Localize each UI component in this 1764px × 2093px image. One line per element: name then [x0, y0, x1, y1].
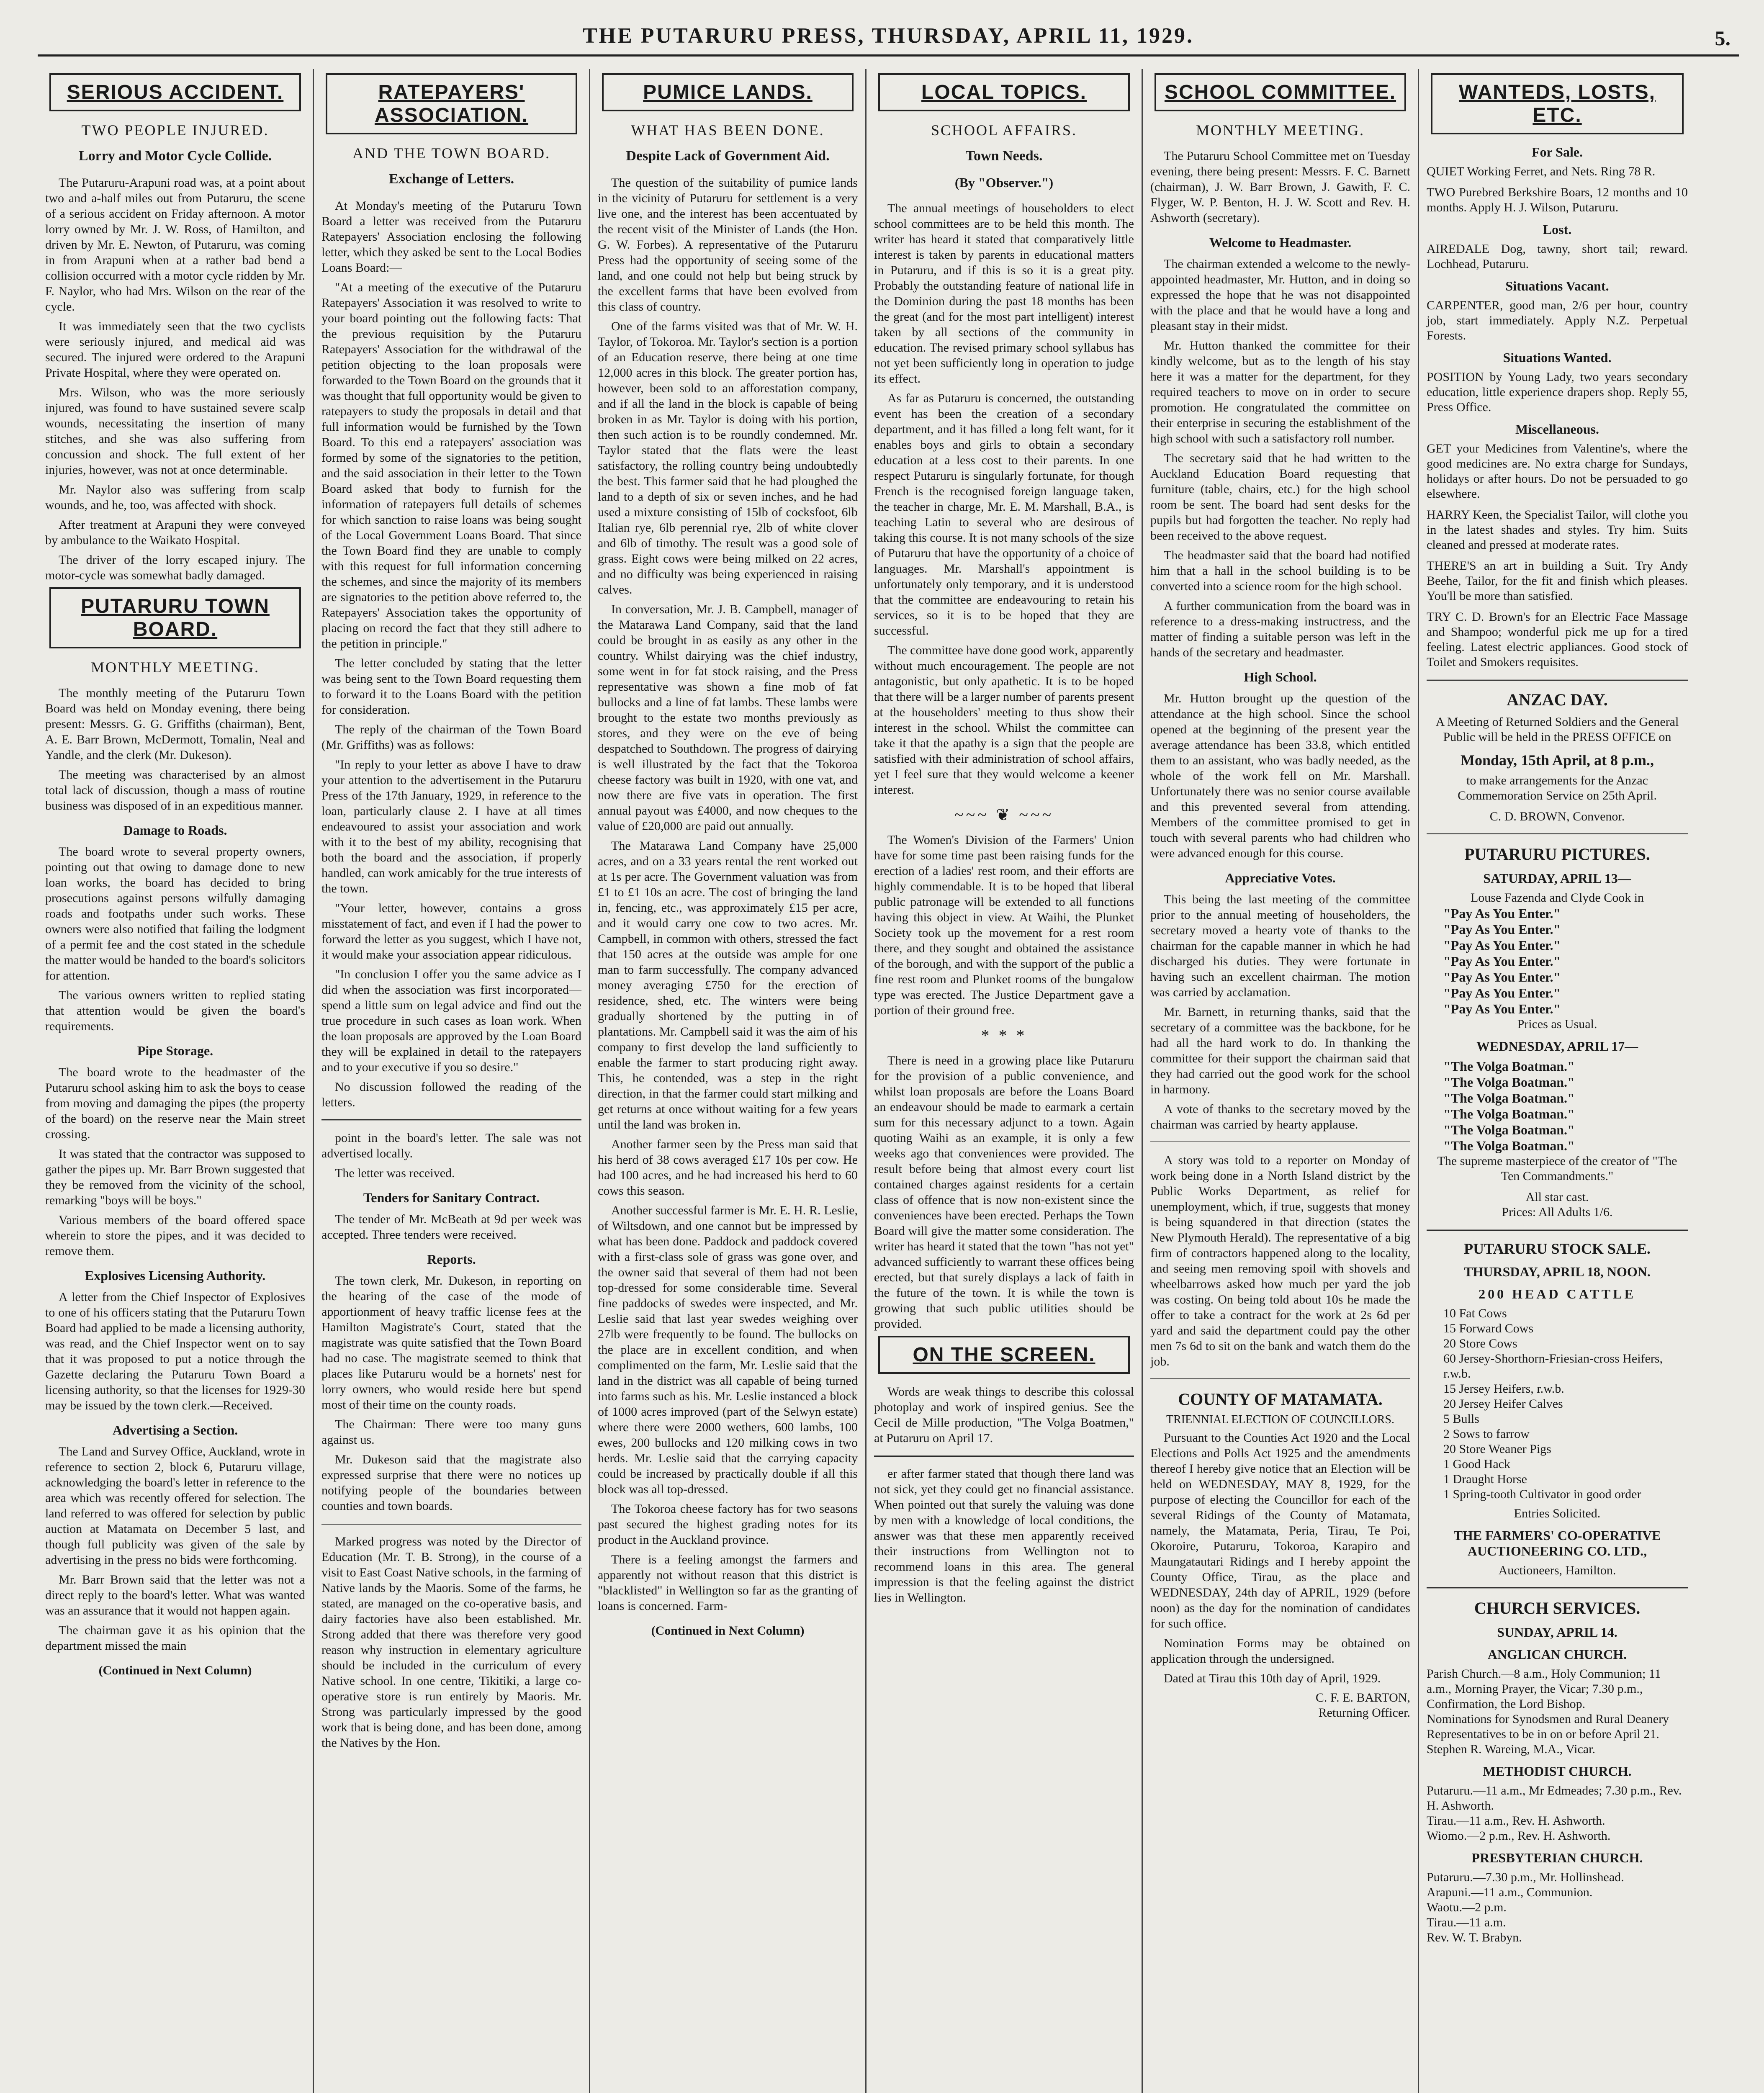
ad-list: [1427, 441, 1688, 670]
paragraph: Words are weak things to describe this colossal photoplay and work of inspired genius. See the Cecil de Mille production, "The Volga Boatmen," at Putaruru on April 17.: [874, 1385, 1134, 1445]
deck: Town Needs.: [965, 148, 1043, 164]
paragraph: "In reply to your letter as above I have to draw your attention to the advertisement in the Putaruru Press of the 17th January, 1929, in reference to the loan, particularly clause 2. I have at all times endeavoured to assist your association and work with it to the best of my ability, recognising that both the board and the association, if properly handled, can work amicably for the true interests of the town.: [321, 758, 581, 895]
article-body: [45, 175, 305, 583]
article-body: [45, 685, 305, 813]
ad-list: [1427, 370, 1688, 415]
list-item: 2 Sows to farrow: [1443, 1427, 1530, 1441]
article-body: [45, 1064, 305, 1259]
paragraph: A vote of thanks to the secretary moved by the chairman was carried by hearty applause.: [1150, 1102, 1410, 1131]
article-body: [1150, 691, 1410, 861]
paragraph: The chairman gave it as his opinion that the department missed the main: [45, 1623, 305, 1653]
headline-school-committee: SCHOOL COMMITTEE.: [1155, 73, 1406, 111]
stock-sale-date: THURSDAY, APRIL 18, NOON.: [1464, 1264, 1651, 1279]
list-item: 1 Good Hack: [1443, 1457, 1510, 1471]
pictures-note: The supreme masterpiece of the creator of "The Ten Commandments.": [1437, 1154, 1677, 1183]
pictures-date-1: SATURDAY, APRIL 13—: [1483, 871, 1631, 886]
film-title: "Pay As You Enter.": [1443, 906, 1561, 921]
crosshead: Welcome to Headmaster.: [1209, 235, 1352, 250]
list-item: Rev. W. T. Brabyn.: [1427, 1931, 1522, 1944]
paragraph: The tender of Mr. McBeath at 9d per week was accepted. Three tenders were received.: [321, 1212, 581, 1242]
paragraph: The board wrote to several property owners, pointing out that owing to damage done to new loan works, the board has decided to bring prosecutions against persons wilfully damaging roads and footpaths under such works. These owners were also notified that failing the lodgment of a permit fee and the cost stated in the schedule the matter would be handed to the board's solicitors for attention.: [45, 845, 305, 982]
presbyterian-heading: PRESBYTERIAN CHURCH.: [1471, 1850, 1643, 1865]
divider: [1427, 1587, 1688, 1589]
classified-ad: AIREDALE Dog, tawny, short tail; reward. Lochhead, Putaruru.: [1427, 242, 1688, 271]
headline-county: COUNTY OF MATAMATA.: [1178, 1390, 1383, 1409]
film-title: "Pay As You Enter.": [1443, 969, 1561, 985]
list-item: 20 Store Cows: [1443, 1337, 1517, 1350]
headline-ratepayers: RATEPAYERS' ASSOCIATION.: [326, 73, 577, 134]
film-title: "The Volga Boatman.": [1443, 1090, 1575, 1106]
ad-list: [1427, 298, 1688, 343]
paragraph: The Matarawa Land Company have 25,000 acres, and on a 33 years rental the rent worked out at 1s per acre. The Government valuation was from £1 to £1 10s an acre. The cost of bringing the land in, fencing, etc., was approximately £15 per acre, and it would carry one cow to two acres. Mr. Campbell, in common with others, stressed the fact that 150 acres at the outside was ample for one man to farm successfully. The company advanced money averaging £750 for the erection of residence, shed, etc. The winters were being gradually shortened by the putting in of plantations. Mr. Campbell said it was the aim of his company to first develop the land sufficiently to enable the farmer to start producing right away. This, he contended, was a step in the right direction, in that the farmer could start milking and get returns at once without waiting for a few years until the land was broken in.: [598, 839, 858, 1131]
divider: [1427, 1229, 1688, 1231]
masthead-title: THE PUTARURU PRESS, THURSDAY, APRIL 11, 1929.: [582, 23, 1194, 48]
list-item: 15 Jersey Heifers, r.w.b.: [1443, 1382, 1564, 1396]
list-item: Arapuni.—11 a.m., Communion.: [1427, 1885, 1593, 1899]
subhead: MONTHLY MEETING.: [1196, 122, 1365, 139]
list-item: Putaruru.—11 a.m., Mr Edmeades; 7.30 p.m., Rev. H. Ashworth.: [1427, 1784, 1682, 1813]
classified-ad: HARRY Keen, the Specialist Tailor, will clothe you in the latest shades and styles. Try him. Suits cleaned and pressed at moderate rates.: [1427, 508, 1688, 552]
signature: C. F. E. BARTON,: [1315, 1691, 1410, 1705]
pictures-prices-2: Prices: All Adults 1/6.: [1502, 1205, 1613, 1219]
paragraph: The headmaster said that the board had notified him that a hall in the school building is to be converted into a science room for the high school.: [1150, 548, 1410, 593]
byline: (By "Observer."): [954, 175, 1054, 190]
divider: [1150, 1378, 1410, 1380]
paragraph: In conversation, Mr. J. B. Campbell, manager of the Matarawa Land Company, said that the land could be brought in as easily as any other in the country. Whilst dairying was the chief industry, some went in for fat stock raising, and the Press representative was shown a fine mob of fat bullocks and a line of fat lambs. These lambs were brought to the estate two months previously as stores, and they were on the eve of being despatched to Southdown. The progress of dairying is well illustrated by the fact that the Tokoroa cheese factory was built in 1920, with one vat, and now there are five vats in operation. The first annual payout was £4000, and now cheques to the value of £20,000 are paid out annually.: [598, 602, 858, 833]
film-list: [1427, 1058, 1688, 1154]
list-item: 60 Jersey-Shorthorn-Friesian-cross Heifers, r.w.b.: [1443, 1352, 1663, 1381]
film-title: "Pay As You Enter.": [1443, 922, 1561, 937]
paragraph: Dated at Tirau this 10th day of April, 1929.: [1164, 1671, 1381, 1685]
paragraph: The reply of the chairman of the Town Board (Mr. Griffiths) was as follows:: [321, 723, 581, 752]
paragraph: The chairman extended a welcome to the newly-appointed headmaster, Mr. Hutton, and in doing so expressed the hope that he was not disappointed with the place and that he would have a long and pleasant stay in their midst.: [1150, 257, 1410, 333]
anzac-text-2: to make arrangements for the Anzac Commemoration Service on 25th April.: [1458, 774, 1657, 802]
anglican-heading: ANGLICAN CHURCH.: [1487, 1647, 1627, 1662]
paragraph: Mr. Hutton thanked the committee for their kindly welcome, but as to the length of his stay here it was a matter for the department, for they required teachers to move on in order to secure promotion. He congratulated the committee on their enterprise in securing the establishment of the high school with such a satisfactory roll number.: [1150, 339, 1410, 445]
section-vacant: Situations Vacant.: [1505, 278, 1609, 293]
pictures-prices: Prices as Usual.: [1517, 1017, 1597, 1031]
subhead: SCHOOL AFFAIRS.: [931, 122, 1077, 139]
crosshead: High School.: [1244, 669, 1317, 684]
stock-sale-title: 200 HEAD CATTLE: [1479, 1286, 1636, 1301]
paragraph: Pursuant to the Counties Act 1920 and the Local Elections and Polls Act 1925 and the amendments thereof I hereby give notice that an Election will be held on WEDNESDAY, MAY 8, 1929, for the purpose of electing the Councillor for each of the several Ridings of the County of Matamata, namely, the Matamata, Peria, Tirau, Te Poi, Okoroire, Putaruru, Tokoroa, Karapiro and Maungatautari Ridings and I hereby appoint the County Office, Tirau, as the place and WEDNESDAY, 24th day of APRIL, 1929 (before noon) as the day for the nomination of candidates for such office.: [1150, 1431, 1410, 1630]
list-item: 20 Store Weaner Pigs: [1443, 1442, 1551, 1456]
film-title: "Pay As You Enter.": [1443, 954, 1561, 969]
column-2: [314, 69, 590, 2093]
notice-body: [1150, 1430, 1410, 1686]
columns: [38, 69, 1739, 2093]
paragraph: The Putaruru-Arapuni road was, at a point about two and a-half miles out from Putaruru, the scene of a serious accident on Friday afternoon. A motor lorry owned by Mr. J. W. Ross, of Hamilton, and driven by Mr. E. Newton, of Putaruru, was coming in from Arapuni when at a rather bad bend a collision occurred with a motor cycle ridden by Mr. F. Naylor, who had Mrs. Wilson on the rear of the cycle.: [45, 176, 305, 314]
article-body: [321, 1273, 581, 1514]
paragraph: After treatment at Arapuni they were conveyed by ambulance to the Waikato Hospital.: [45, 518, 305, 547]
subhead: MONTHLY MEETING.: [90, 659, 260, 676]
list-item: 5 Bulls: [1443, 1412, 1479, 1426]
list-item: 15 Forward Cows: [1443, 1322, 1533, 1335]
ad-list: [1427, 242, 1688, 272]
film-title: "Pay As You Enter.": [1443, 938, 1561, 953]
film-title: "The Volga Boatman.": [1443, 1059, 1575, 1074]
paragraph: Another farmer seen by the Press man said that his herd of 38 cows averaged £17 10s per cow. He had 100 acres, and he had increased his herd to 60 cows this season.: [598, 1137, 858, 1198]
crosshead: Explosives Licensing Authority.: [85, 1268, 266, 1283]
crosshead: Damage to Roads.: [123, 823, 227, 838]
list-item: 1 Spring-tooth Cultivator in good order: [1443, 1487, 1641, 1501]
paragraph: One of the farms visited was that of Mr. W. H. Taylor, of Tokoroa. Mr. Taylor's section is a portion of an Education reserve, there being at one time 12,000 acres in this block. The greater portion has, however, been sold to an afforestation company, and if all the land in the block is capable of being broken in as Mr. Taylor is doing with his portion, then such action is to be roundly condemned. Mr. Taylor stated that the flats were the least satisfactory, the rolling country being undoubtedly the best. This farmer said that he had ploughed the land to a depth of six or seven inches, and he had used a mixture consisting of 15lb of cocksfoot, 6lb Italian rye, 6lb perennial rye, 2lb of white clover and 6lb of timothy. The result was a good sole of grass. Eight cows were being milked on 22 acres, and no difficulty was being experienced in raising calves.: [598, 319, 858, 597]
paragraph: There is a feeling amongst the farmers and apparently not without reason that this district is "blacklisted" in Wellington so far as the granting of loans is concerned. Farm-: [598, 1553, 858, 1613]
paragraph: Mr. Barnett, in returning thanks, said that the secretary of a committee was the backbone, for he had all the hard work to do. In thanking the committee for their support the chairman said that they had carried out the good work for the school in harmony.: [1150, 1005, 1410, 1096]
article-body: [45, 844, 305, 1034]
paragraph: er after farmer stated that though there land was not sick, yet they could get no financial assistance. When pointed out that surely the valuing was done by men with a knowledge of local conditions, the answer was that these men apparently received their instructions from Wellington not to recommend loans in this area. The general impression is that the feeling against the district lies in Wellington.: [874, 1467, 1134, 1604]
list-item: Tirau.—11 a.m.: [1427, 1916, 1506, 1929]
paragraph: The letter concluded by stating that the letter was being sent to the Town Board requesting them to forward it to the Loans Board with the petition for consideration.: [321, 656, 581, 717]
column-5: [1143, 69, 1419, 2093]
list-item: 10 Fat Cows: [1443, 1306, 1507, 1320]
list-item: Tirau.—11 a.m., Rev. H. Ashworth.: [1427, 1814, 1605, 1828]
pictures-date-2: WEDNESDAY, APRIL 17—: [1476, 1039, 1638, 1054]
film-title: "Pay As You Enter.": [1443, 1001, 1561, 1016]
paragraph: The Tokoroa cheese factory has for two seasons past secured the highest grading notes for its product in the Auckland province.: [598, 1502, 858, 1547]
headline-wanteds: WANTEDS, LOSTS, ETC.: [1431, 73, 1684, 134]
pictures-cast: All star cast.: [1525, 1190, 1589, 1204]
ornament-divider: * * *: [981, 1026, 1027, 1045]
presbyterian-list: [1427, 1870, 1688, 1945]
paragraph: A further communication from the board was in reference to a dress-making instructress, and the matter of finding a suitable person was left in the hands of the secretary and headmaster.: [1150, 599, 1410, 659]
paragraph: Various members of the board offered space wherein to store the pipes, and it was decided to remove them.: [45, 1213, 305, 1258]
ornament-divider: ~~~ ❦ ~~~: [954, 805, 1054, 824]
paragraph: The meeting was characterised by an almost total lack of discussion, though a mass of routine business was disposed of in an expeditious manner.: [45, 768, 305, 813]
crosshead: Advertising a Section.: [112, 1422, 238, 1437]
film-title: "The Volga Boatman.": [1443, 1075, 1575, 1090]
classified-ad: QUIET Working Ferret, and Nets. Ring 78 R.: [1427, 165, 1656, 178]
classified-ad: GET your Medicines from Valentine's, where the good medicines are. No extra charge for Sundays, holidays or after hours. Do not be persuaded to go elsewhere.: [1427, 442, 1688, 501]
crosshead: Appreciative Votes.: [1225, 870, 1336, 885]
article-body: [1150, 148, 1410, 226]
article-body: [321, 1211, 581, 1242]
divider: [321, 1523, 581, 1525]
paragraph: The board wrote to the headmaster of the Putaruru school asking him to ask the boys to cease from moving and damaging the pipes (the property of the board) on the reserve near the Main street crossing.: [45, 1065, 305, 1141]
page-number: 5.: [1715, 26, 1731, 50]
paragraph: No discussion followed the reading of the letters.: [321, 1080, 581, 1109]
anzac-heading: ANZAC DAY.: [1507, 690, 1608, 709]
article-body: [45, 1289, 305, 1413]
paragraph: Another successful farmer is Mr. E. H. R. Leslie, of Wiltsdown, and one cannot but be impressed by what has been done. Paddock and paddock covered with a first-class sole of grass was gone over, and the owner said that several of them had not been top-dressed for some considerable time. Several fine paddocks of swedes were inspected, and Mr. Leslie said that last year swedes weighing over 27lb were frequently to be found. The bullocks on the place are in excellent condition, and when complimented on the farm, Mr. Leslie said that the land in the district was all capable of being turned into farms such as his. Mr. Leslie instanced a block of 1000 acres improved (part of the Selwyn estate) where there were 2000 wethers, 600 lambs, 100 ewes, 200 bullocks and 120 milking cows in two herds. Mr. Leslie said that the carrying capacity could be increased by practically double if all this block was all top-dressed.: [598, 1203, 858, 1496]
section-for-sale: For Sale.: [1531, 144, 1583, 159]
article-body: [1150, 256, 1410, 660]
divider: [874, 1455, 1134, 1457]
paragraph: The letter was received.: [335, 1166, 455, 1180]
column-1: [38, 69, 314, 2093]
paragraph: It was stated that the contractor was supposed to gather the pipes up. Mr. Barr Brown suggested that they be removed from the vicinity of the school, remarking "boys will be boys.": [45, 1147, 305, 1207]
column-3: [590, 69, 867, 2093]
headline-local-topics: LOCAL TOPICS.: [878, 73, 1130, 111]
paragraph: "In conclusion I offer you the same advice as I did when the association was first incorporated—spend a little sum on legal advice and find out the true procedure in such cases as loan work. When the loan proposals are approved by the Loan Board they will be explained in detail to the ratepayers and to your executive if you so desire.": [321, 967, 581, 1074]
paragraph: The town clerk, Mr. Dukeson, in reporting on the hearing of the case of the mode of apportionment of heavy traffic license fees at the Hamilton Magistrate's Court, stated that the magistrate was quite satisfied that the Town Board had no case. The magistrate seemed to think that places like Putaruru would be a hornets' nest for lorry owners, who would reside here but spend most of their time on the county roads.: [321, 1274, 581, 1412]
paragraph: The question of the suitability of pumice lands in the vicinity of Putaruru for settlement is a very live one, and the interest has been accentuated by the recent visit of the Minister of Lands (the Hon. G. W. Forbes). A representative of the Putaruru Press had the opportunity of seeing some of the land, and one could not help but being struck by the excellent farms that have been evolved from this class of country.: [598, 176, 858, 314]
film-title: "The Volga Boatman.": [1443, 1122, 1575, 1137]
anzac-date: Monday, 15th April, at 8 p.m.,: [1460, 752, 1654, 769]
paragraph: Mr. Hutton brought up the question of the attendance at the high school. Since the school opened at the beginning of the present year the average attendance has been 33.8, which entitled them to an assistant, who was badly needed, as the whole of the work fell on Mr. Marshall. Unfortunately there was no senior course available and this prevented several from attending. Members of the committee promised to get in touch with several parents who had children who were advanced enough for this course.: [1150, 692, 1410, 860]
classified-ad: TRY C. D. Brown's for an Electric Face Massage and Shampoo; wonderful pick me up for a tired feeling. Latest electric appliances. Good stock of Toilet and Smokers requisites.: [1427, 610, 1688, 669]
classified-ad: THERE'S an art in building a Suit. Try Andy Beehe, Tailor, for the fit and finish which pleases. You'll be more than satisfied.: [1427, 559, 1688, 603]
paragraph: The annual meetings of householders to elect school committees are to be held this month. The writer has heard it stated that comparatively little interest is taken by parents in educational matters in Putaruru, and if this is so it is a great pity. Probably the outstanding feature of national life in the Dominion during the past 18 months has been the great (and for the most part intelligent) interest taken by all sections of the community in education. The revised primary school syllabus has not yet been sufficiently long in operation to judge its effect.: [874, 201, 1134, 386]
section-misc: Miscellaneous.: [1515, 422, 1599, 437]
anglican-list: [1427, 1666, 1688, 1757]
stock-entries: Entries Solicited.: [1514, 1507, 1601, 1520]
deck: Despite Lack of Government Aid.: [626, 148, 830, 164]
article-body: [874, 201, 1134, 797]
masthead: [38, 17, 1739, 57]
paragraph: There is need in a growing place like Putaruru for the provision of a public convenience, and whilst loan proposals are before the Loans Board an endeavour should be made to earmark a certain sum for this necessary adjunct to a town. Again quoting Waihi as an example, it is only a few weeks ago that conveniences were provided. The result before being that almost every court list contained charges against residents for a certain class of offence that is now non-existent since the conveniences have been erected. Perhaps the Town Board will give the matter some consideration. The writer has heard it stated that the town "has not yet" advanced sufficiently to warrant these offices being erected, but that surely displays a lack of faith in the future of the town. It is while the town is growing that such public utilities should be provided.: [874, 1054, 1134, 1331]
article-body: [598, 175, 858, 1614]
article-body: [874, 1466, 1134, 1605]
continued-note: (Continued in Next Column): [651, 1624, 805, 1638]
paragraph: It was immediately seen that the two cyclists were seriously injured, and medical aid was secured. The injured were ordered to the Arapuni Private Hospital, where they were operated on.: [45, 319, 305, 380]
paragraph: "Your letter, however, contains a gross misstatement of fact, and even if I had the power to forward the letter as you suggest, which I have not, it would make your association appear ridiculous.: [321, 901, 581, 962]
paragraph: Mr. Barr Brown said that the letter was not a direct reply to the board's letter. What was wanted was an assurance that it would not happen again.: [45, 1573, 305, 1617]
article-body: [1150, 1152, 1410, 1369]
divider: [321, 1119, 581, 1121]
paragraph: At Monday's meeting of the Putaruru Town Board a letter was received from the Putaruru Ratepayers' Association enclosing the following letter, which they asked be sent to the Local Bodies Loans Board:—: [321, 199, 581, 275]
paragraph: Mr. Naylor also was suffering from scalp wounds, and he, too, was affected with shock.: [45, 483, 305, 512]
classified-ad: TWO Purebred Berkshire Boars, 12 months and 10 months. Apply H. J. Wilson, Putaruru.: [1427, 185, 1688, 214]
headline-on-the-screen: ON THE SCREEN.: [878, 1336, 1130, 1374]
section-lost: Lost.: [1543, 222, 1572, 237]
article-body: [321, 1130, 581, 1181]
paragraph: The driver of the lorry escaped injury. The motor-cycle was somewhat badly damaged.: [45, 553, 305, 582]
paragraph: This being the last meeting of the committee prior to the annual meeting of householders, the secretary moved a hearty vote of thanks to the chairman for the capable manner in which he had discharged his duties. They were fortunate in having such an excellent chairman. The motion was carried by acclamation.: [1150, 892, 1410, 999]
list-item: Stephen R. Wareing, M.A., Vicar.: [1427, 1742, 1595, 1756]
article-body: [1150, 892, 1410, 1132]
anzac-convenor: C. D. BROWN, Convenor.: [1489, 810, 1625, 823]
subhead: TRIENNIAL ELECTION OF COUNCILLORS.: [1166, 1413, 1394, 1426]
subhead: AND THE TOWN BOARD.: [352, 145, 550, 162]
list-item: Putaruru.—7.30 p.m., Mr. Hollinshead.: [1427, 1870, 1624, 1884]
pictures-heading: PUTARURU PICTURES.: [1464, 845, 1650, 864]
anzac-text: A Meeting of Returned Soldiers and the General Public will be held in the PRESS OFFICE on: [1435, 715, 1679, 744]
crosshead: Reports.: [427, 1252, 476, 1267]
column-6: [1419, 69, 1695, 2093]
headline-town-board: PUTARURU TOWN BOARD.: [49, 587, 301, 648]
signature-title: Returning Officer.: [1318, 1706, 1410, 1720]
film-title: "Pay As You Enter.": [1443, 985, 1561, 1000]
stock-firm: THE FARMERS' CO-OPERATIVE AUCTIONEERING CO. LTD.,: [1453, 1528, 1661, 1558]
paragraph: The committee have done good work, apparently without much encouragement. The people are not antagonistic, but only apathetic. It is to be hoped that there will be a larger number of parents present at the householders' meeting to thus show their interest in the school. Whilst the committee can take it that the apathy is a sign that the people are satisfied with their administration of school affairs, yet I feel sure that they would welcome a keener interest.: [874, 643, 1134, 797]
article-body: [321, 1534, 581, 1751]
list-item: Wiomo.—2 p.m., Rev. H. Ashworth.: [1427, 1829, 1611, 1843]
methodist-list: [1427, 1783, 1688, 1844]
continued-note: (Continued in Next Column): [98, 1664, 252, 1677]
classified-ad: CARPENTER, good man, 2/6 per hour, country job, start immediately. Apply N.Z. Perpetual Forests.: [1427, 298, 1688, 342]
article-body: [874, 1053, 1134, 1332]
list-item: 20 Jersey Heifer Calves: [1443, 1397, 1563, 1411]
divider: [1427, 833, 1688, 835]
paragraph: The secretary said that he had written to the Auckland Education Board requesting that furniture (table, chairs, etc.) for the high school room be sent. The board had sent desks for the pupils but had forgotten the teacher. No reply had been received to the above request.: [1150, 451, 1410, 543]
classified-ad: POSITION by Young Lady, two years secondary education, little experience drapers shop. Reply 55, Press Office.: [1427, 370, 1688, 414]
stock-sale-heading: PUTARURU STOCK SALE.: [1464, 1240, 1651, 1257]
headline-pumice-lands: PUMICE LANDS.: [602, 73, 854, 111]
paragraph: The Chairman: There were too many guns against us.: [321, 1417, 581, 1447]
film-title: "The Volga Boatman.": [1443, 1106, 1575, 1121]
column-4: [867, 69, 1143, 2093]
church-heading: CHURCH SERVICES.: [1474, 1599, 1641, 1617]
paragraph: The monthly meeting of the Putaruru Town Board was held on Monday evening, there being present: Messrs. G. G. Griffiths (chairman), Bent, A. E. Barr Brown, McDermott, Tomalin, Neal and Yandle, and the clerk (Mr. Dukeson).: [45, 686, 305, 762]
pictures-stars: Louse Fazenda and Clyde Cook in: [1470, 891, 1644, 905]
paragraph: The Land and Survey Office, Auckland, wrote in reference to section 2, block 6, Putaruru village, acknowledging the board's letter in reference to the area which was recently offered for selection. The land referred to was offered for selection by public auction at Matamata on December 5 last, and though full publicity was given of the sale by advertising in the press no bids were forthcoming.: [45, 1445, 305, 1567]
paragraph: The Women's Division of the Farmers' Union have for some time past been raising funds for the erection of a ladies' rest room, and their efforts are highly commendable. It is to be hoped that liberal public patronage will be extended to all functions having this object in view. At Waihi, the Plunket Society took up the movement for a rest room there, and they sought and obtained the assistance of the borough, and with the support of the public a fine rest room and Plunket rooms of the bungalow type was erected. The Justice Department gave a portion of their ground free.: [874, 833, 1134, 1017]
article-body: [321, 198, 581, 1110]
ad-list: [1427, 164, 1688, 215]
methodist-heading: METHODIST CHURCH.: [1483, 1764, 1632, 1779]
film-title: "The Volga Boatman.": [1443, 1138, 1575, 1153]
paragraph: Marked progress was noted by the Director of Education (Mr. T. B. Strong), in the course of a visit to East Coast Native schools, in the farming of Native lands by the Maoris. Some of the farms, he stated, are managed on the co-operative basis, and dairy factories have also been established. Mr. Strong added that there was therefore very good reason why instruction in elementary agriculture should be included in the curriculum of every Native school. In one centre, Tikitiki, a large co-operative store is run entirely by Maoris. Mr. Strong was particularly impressed by the good work that is being done, and has been done, among the Natives by the Hon.: [321, 1535, 581, 1750]
film-list: [1427, 905, 1688, 1017]
paragraph: The Putaruru School Committee met on Tuesday evening, there being present: Messrs. F. C. Barnett (chairman), J. W. Barr Brown, J. Gawith, F. C. Flyger, W. P. Benton, H. J. W. Scott and Rev. H. Ashworth (secretary).: [1150, 149, 1410, 225]
list-item: Parish Church.—8 a.m., Holy Communion; 11 a.m., Morning Prayer, the Vicar; 7.30 p.m., Confirmation, the Lord Bishop.: [1427, 1667, 1661, 1711]
crosshead: Tenders for Sanitary Contract.: [363, 1190, 540, 1205]
deck: Exchange of Letters.: [388, 171, 514, 187]
headline-serious-accident: SERIOUS ACCIDENT.: [49, 73, 301, 111]
stock-list: [1427, 1306, 1688, 1502]
paragraph: Mr. Dukeson said that the magistrate also expressed surprise that there were no notices up notifying people of the boundaries between counties and town boards.: [321, 1453, 581, 1513]
article-body: [874, 832, 1134, 1018]
list-item: Nominations for Synodsmen and Rural Deanery Representatives to be in on or before April 21.: [1427, 1712, 1669, 1741]
paragraph: Nomination Forms may be obtained on application through the undersigned.: [1150, 1636, 1410, 1666]
list-item: 1 Draught Horse: [1443, 1472, 1527, 1486]
article-body: [45, 1444, 305, 1653]
list-item: Waotu.—2 p.m.: [1427, 1900, 1507, 1914]
paragraph: point in the board's letter. The sale was not advertised locally.: [321, 1131, 581, 1160]
subhead: WHAT HAS BEEN DONE.: [631, 122, 825, 139]
stock-firm-2: Auctioneers, Hamilton.: [1498, 1563, 1616, 1577]
section-wanted: Situations Wanted.: [1503, 350, 1612, 365]
deck: Lorry and Motor Cycle Collide.: [78, 148, 272, 164]
paragraph: A story was told to a reporter on Monday of work being done in a North Island district by the Public Works Department, as relief for unemployment, which, if true, suggests that money is being squandered in that direction (states the New Plymouth Herald). The representative of a big firm of contractors happened along to the locality, and seeing men removing spoil with shovels and wheelbarrows asked how much per yard the job was costing. On being told about 10s he made the offer to take a contract for the work at 2s 6d per yard and said the department could pay the other men 7s 6d to sit on the bank and watch them do the job.: [1150, 1153, 1410, 1368]
divider: [1427, 679, 1688, 681]
paragraph: A letter from the Chief Inspector of Explosives to one of his officers stating that the Putaruru Town Board had applied to be made a licensing authority, was read, and the Chief Inspector went on to say that it was proposed to put a notice through the Gazette declaring the Putaruru Town Board a licensing authority, so that the licenses for 1929-30 may be issued by the town clerk.—Received.: [45, 1290, 305, 1412]
article-body: [874, 1384, 1134, 1446]
divider: [1150, 1142, 1410, 1143]
paragraph: As far as Putaruru is concerned, the outstanding event has been the creation of a secondary department, and it has filled a long felt want, for it enables boys and girls to obtain a secondary education at a less cost to their parents. In one respect Putaruru is singularly fortunate, for though French is the recognised foreign language taken, the teacher in charge, Mr. E. M. Marshall, B.A., is teaching Latin to several who are desirous of taking this course. It is not many schools of the size of Putaruru that have the opportunity of a choice of languages. Mr. Marshall's appointment is unfortunately only temporary, and it is understood that the committee are endeavouring to retain his services, so it is to be hoped that they are successful.: [874, 391, 1134, 638]
paragraph: The various owners written to replied stating that attention would be given the board's requirements.: [45, 988, 305, 1033]
church-date: SUNDAY, APRIL 14.: [1497, 1625, 1617, 1640]
crosshead: Pipe Storage.: [137, 1043, 213, 1058]
paragraph: Mrs. Wilson, who was the more seriously injured, was found to have sustained severe scalp wounds, necessitating the insertion of many stitches, and she was also suffering from concussion and shock. The full extent of her injuries, however, was not at once determinable.: [45, 386, 305, 477]
paragraph: "At a meeting of the executive of the Putaruru Ratepayers' Association it was resolved to write to your board pointing out the following facts: That the previous requisition by the Putaruru Ratepayers' Association for the withdrawal of the petition objecting to the loan proposals were forwarded to the Town Board on the grounds that it was thought that full opportunity would be given to ratepayers to study the proposals in detail and that full information would be furnished by the Town Board. To this end a ratepayers' association was formed by some of the signatories to the petition, and the said association in their letter to the Town Board asked that body to furnish for the information of ratepayers full details of schemes for which sanction to raise loans was being sought of the Local Government Loans Board. That since the Town Board find they are unable to comply with this request for full information concerning the schemes, and since the majority of its members are signatories to the petition above referred to, the Ratepayers' Association takes the opportunity of placing on record the fact that they still adhere to the petition in principle.": [321, 280, 581, 651]
subhead: TWO PEOPLE INJURED.: [81, 122, 269, 139]
